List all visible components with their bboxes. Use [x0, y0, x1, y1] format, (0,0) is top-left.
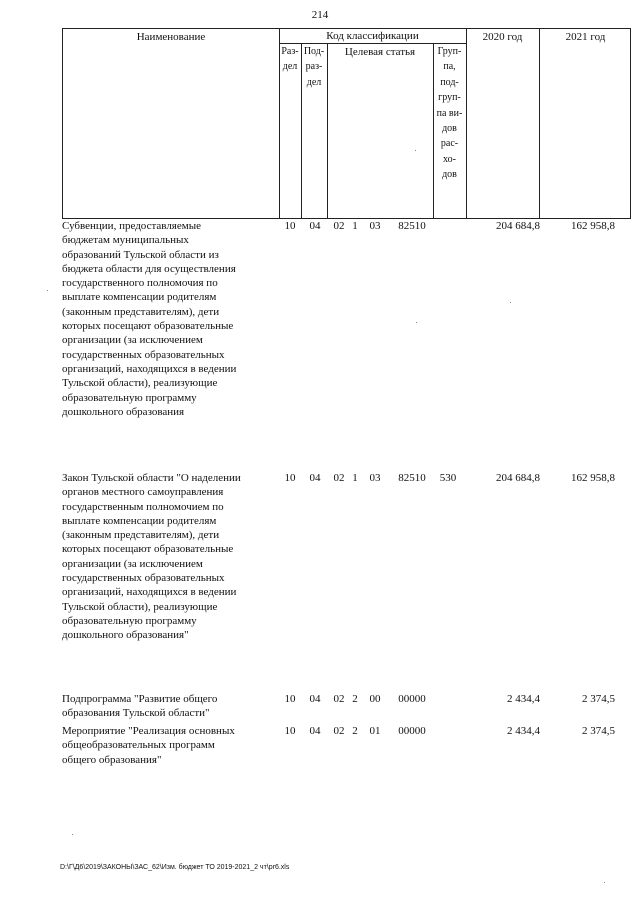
- col-divider: [466, 29, 467, 218]
- header-group-line: Груп-: [437, 46, 462, 57]
- header-group-line: под-: [440, 76, 459, 88]
- header-podrazdel-line: дел: [306, 76, 322, 88]
- scan-speck: [72, 834, 73, 835]
- description-line: бюджета области для осуществления: [62, 262, 236, 275]
- target-cell: 03: [369, 472, 381, 484]
- col-divider: [539, 29, 540, 218]
- description-line: которых посещают образовательные: [62, 320, 234, 333]
- razdel-cell: 10: [284, 220, 296, 232]
- col-divider: [327, 43, 328, 219]
- target-cell: 01: [369, 725, 381, 737]
- header-podrazdel-line: раз-: [305, 61, 323, 73]
- row-description: [62, 724, 282, 767]
- header-group-line: па,: [443, 61, 456, 73]
- description-line: Субвенции, предоставляемые: [62, 220, 201, 232]
- value-2021: 2 374,5: [582, 725, 615, 737]
- header-name: Наименование: [136, 31, 206, 43]
- row-description: [62, 471, 282, 643]
- target-cell: 1: [352, 472, 358, 484]
- description-line: организации (за исключением: [62, 334, 203, 347]
- header-group-line: хо-: [443, 153, 456, 165]
- header-group-line: дов: [442, 123, 457, 135]
- description-line: образовательную программу: [62, 391, 197, 404]
- description-line: организаций, находящихся в ведении: [62, 362, 237, 375]
- page-number: 214: [311, 9, 329, 21]
- target-cell: 2: [352, 693, 358, 705]
- description-line: (законным представителям), дети: [62, 529, 220, 542]
- description-line: государственных образовательных: [62, 572, 225, 585]
- value-2020: 2 434,4: [507, 725, 540, 737]
- header-group-line: рас-: [440, 138, 459, 150]
- header-target: Целевая статья: [344, 46, 416, 58]
- header-group-line: па ви-: [436, 107, 463, 119]
- description-line: дошкольного образования: [62, 405, 185, 418]
- target-cell: 02: [333, 725, 345, 737]
- podrazdel-cell: 04: [309, 725, 321, 737]
- scan-speck: [416, 322, 417, 323]
- value-2021: 162 958,8: [571, 220, 615, 232]
- header-razdel-line: Раз-: [281, 46, 299, 57]
- header-podrazdel-line: Под-: [303, 46, 325, 57]
- table-header: [62, 28, 631, 219]
- value-2020: 204 684,8: [496, 220, 540, 232]
- description-line: бюджетам муниципальных: [62, 234, 189, 247]
- target-cell: 2: [352, 725, 358, 737]
- description-line: государственным полномочием по: [62, 500, 224, 513]
- target-cell: 82510: [398, 472, 426, 484]
- description-line: Тульской области), реализующие: [62, 600, 218, 613]
- header-group: [433, 44, 466, 183]
- description-line: (законным представителям), дети: [62, 305, 220, 318]
- description-line: выплате компенсации родителям: [62, 291, 217, 304]
- description-line: образовательную программу: [62, 614, 197, 627]
- description-line: Тульской области), реализующие: [62, 377, 218, 390]
- target-cell: 00000: [398, 693, 426, 705]
- header-code: Код классификации: [326, 30, 419, 42]
- description-line: Закон Тульской области "О наделении: [62, 472, 241, 484]
- razdel-cell: 10: [284, 472, 296, 484]
- description-line: дошкольного образования": [62, 629, 189, 642]
- group-cell: 530: [439, 472, 457, 484]
- header-podrazdel: [301, 44, 327, 90]
- header-group-line: дов: [442, 169, 457, 181]
- header-year-2020: 2020 год: [482, 31, 523, 43]
- podrazdel-cell: 04: [309, 693, 321, 705]
- description-line: общеобразовательных программ: [62, 739, 215, 752]
- scan-speck: [47, 290, 48, 291]
- description-line: Мероприятие "Реализация основных: [62, 725, 235, 737]
- scan-speck: [604, 882, 605, 883]
- description-line: государственного полномочия по: [62, 277, 218, 290]
- scan-speck: [415, 150, 416, 151]
- value-2020: 204 684,8: [496, 472, 540, 484]
- target-cell: 00000: [398, 725, 426, 737]
- file-path-footer: D:\Г\Д6\2019\ЗАКОНЫ\ЗАС_62\Изм. бюджет ТО 2019-2021_2 чт\pr6.xls: [60, 864, 290, 871]
- description-line: организаций, находящихся в ведении: [62, 586, 237, 599]
- value-2021: 2 374,5: [582, 693, 615, 705]
- value-2020: 2 434,4: [507, 693, 540, 705]
- target-cell: 00: [369, 693, 381, 705]
- podrazdel-cell: 04: [309, 472, 321, 484]
- razdel-cell: 10: [284, 693, 296, 705]
- header-razdel: [279, 44, 301, 75]
- target-cell: 1: [352, 220, 358, 232]
- target-cell: 02: [333, 693, 345, 705]
- scan-speck: [510, 302, 511, 303]
- row-description: [62, 219, 282, 419]
- header-group-line: груп-: [438, 92, 461, 104]
- description-line: органов местного самоуправления: [62, 486, 224, 499]
- razdel-cell: 10: [284, 725, 296, 737]
- target-cell: 02: [333, 220, 345, 232]
- description-line: Подпрограмма "Развитие общего: [62, 693, 218, 705]
- description-line: образования Тульской области": [62, 707, 210, 720]
- description-line: организации (за исключением: [62, 557, 203, 570]
- row-description: [62, 692, 282, 721]
- target-cell: 03: [369, 220, 381, 232]
- podrazdel-cell: 04: [309, 220, 321, 232]
- value-2021: 162 958,8: [571, 472, 615, 484]
- description-line: государственных образовательных: [62, 348, 225, 361]
- target-cell: 82510: [398, 220, 426, 232]
- description-line: выплате компенсации родителям: [62, 514, 217, 527]
- description-line: общего образования": [62, 753, 162, 766]
- header-year-2021: 2021 год: [565, 31, 606, 43]
- description-line: которых посещают образовательные: [62, 543, 234, 556]
- description-line: образований Тульской области из: [62, 248, 219, 261]
- header-razdel-line: дел: [282, 61, 298, 73]
- target-cell: 02: [333, 472, 345, 484]
